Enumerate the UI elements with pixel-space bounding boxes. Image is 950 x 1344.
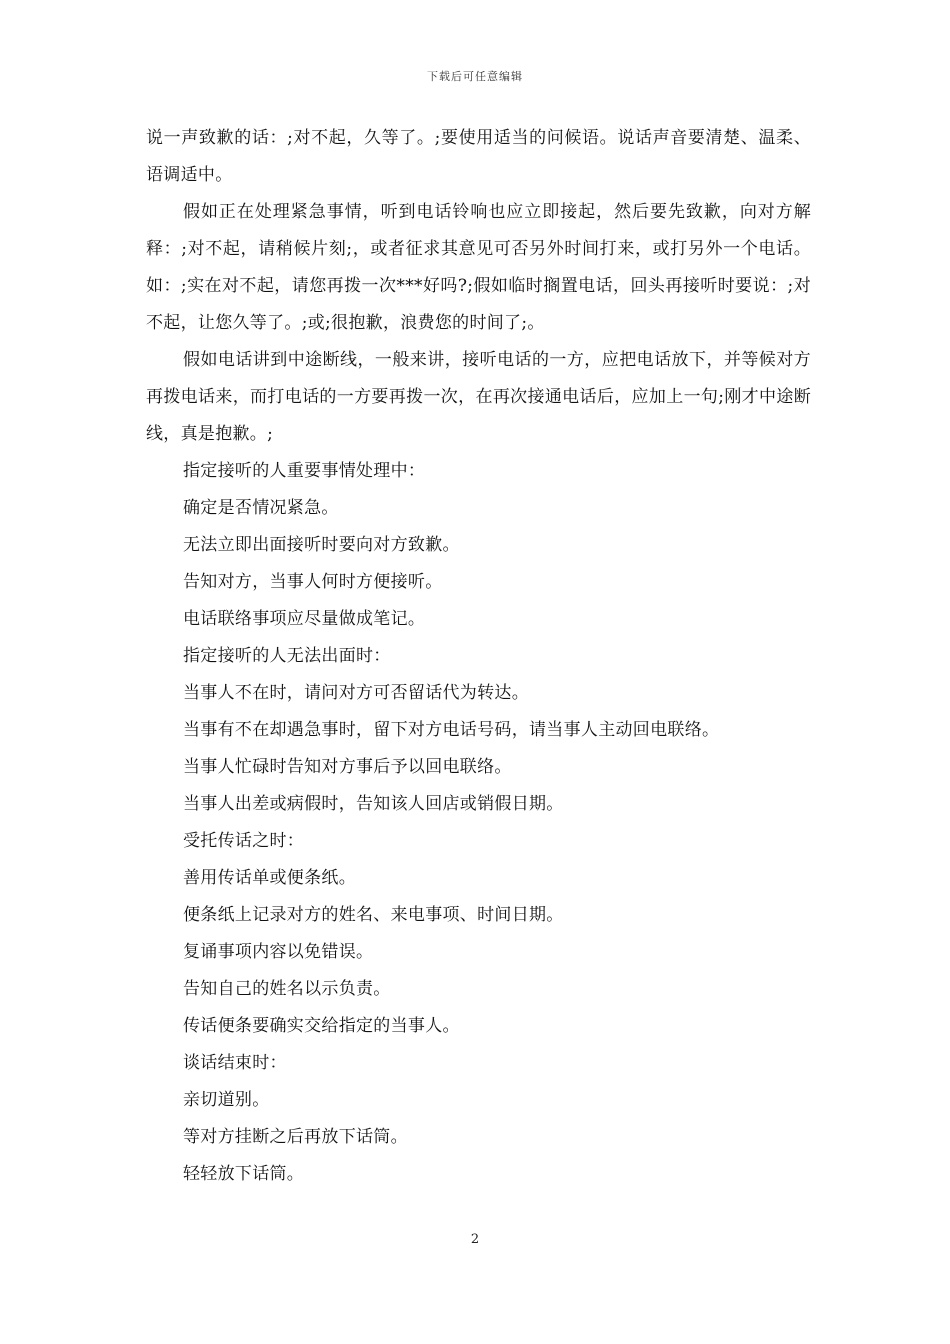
list-item: 当事人忙碌时告知对方事后予以回电联络。 — [183, 757, 512, 777]
page-header: 下载后可任意编辑 — [427, 70, 523, 83]
list-item: 传话便条要确实交给指定的当事人。 — [183, 1016, 460, 1036]
paragraph-continuation: 说一声致歉的话：;对不起，久等了。;要使用适当的问候语。说话声音要清楚、温柔、语调适中。 — [146, 128, 811, 185]
list-item: 当事人不在时，请问对方可否留话代为转达。 — [183, 683, 529, 703]
list-item: 告知对方，当事人何时方便接听。 — [183, 572, 443, 592]
list-item: 亲切道别。 — [183, 1090, 270, 1110]
list-item: 无法立即出面接听时要向对方致歉。 — [183, 535, 460, 555]
list-item: 确定是否情况紧急。 — [183, 498, 339, 518]
list-item: 指定接听的人重要事情处理中： — [183, 461, 426, 481]
document-body — [146, 120, 811, 1193]
list-item: 轻轻放下话筒。 — [183, 1164, 305, 1184]
list-item: 当事有不在却遇急事时，留下对方电话号码，请当事人主动回电联络。 — [183, 720, 720, 740]
page-number: 2 — [470, 1232, 480, 1247]
list-item: 复诵事项内容以免错误。 — [183, 942, 374, 962]
list-item: 等对方挂断之后再放下话筒。 — [183, 1127, 408, 1147]
list-item: 当事人出差或病假时，告知该人回店或销假日期。 — [183, 794, 564, 814]
paragraph-disconnection: 假如电话讲到中途断线，一般来讲，接听电话的一方，应把电话放下，并等候对方再拨电话来，而打电话的一方要再拨一次，在再次接通电话后，应加上一句;刚才中途断线，真是抱歉。; — [146, 350, 811, 444]
list-item: 便条纸上记录对方的姓名、来电事项、时间日期。 — [183, 905, 564, 925]
list-item: 指定接听的人无法出面时： — [183, 646, 391, 666]
list-item: 谈话结束时： — [183, 1053, 287, 1073]
list-item: 电话联络事项应尽量做成笔记。 — [183, 609, 426, 629]
list-item: 受托传话之时： — [183, 831, 305, 851]
list-item: 善用传话单或便条纸。 — [183, 868, 356, 888]
list-item: 告知自己的姓名以示负责。 — [183, 979, 391, 999]
paragraph-urgent-matters: 假如正在处理紧急事情，听到电话铃响也应立即接起，然后要先致歉，向对方解释：;对不起，请稍候片刻;，或者征求其意见可否另外时间打来，或打另外一个电话。如：;实在对不起，请您再拨一次***好吗?;假如临时搁置电话，回头再接听时要说：;对不起，让您久等了。;或;很抱歉，浪费您的时间了;。 — [146, 202, 811, 333]
